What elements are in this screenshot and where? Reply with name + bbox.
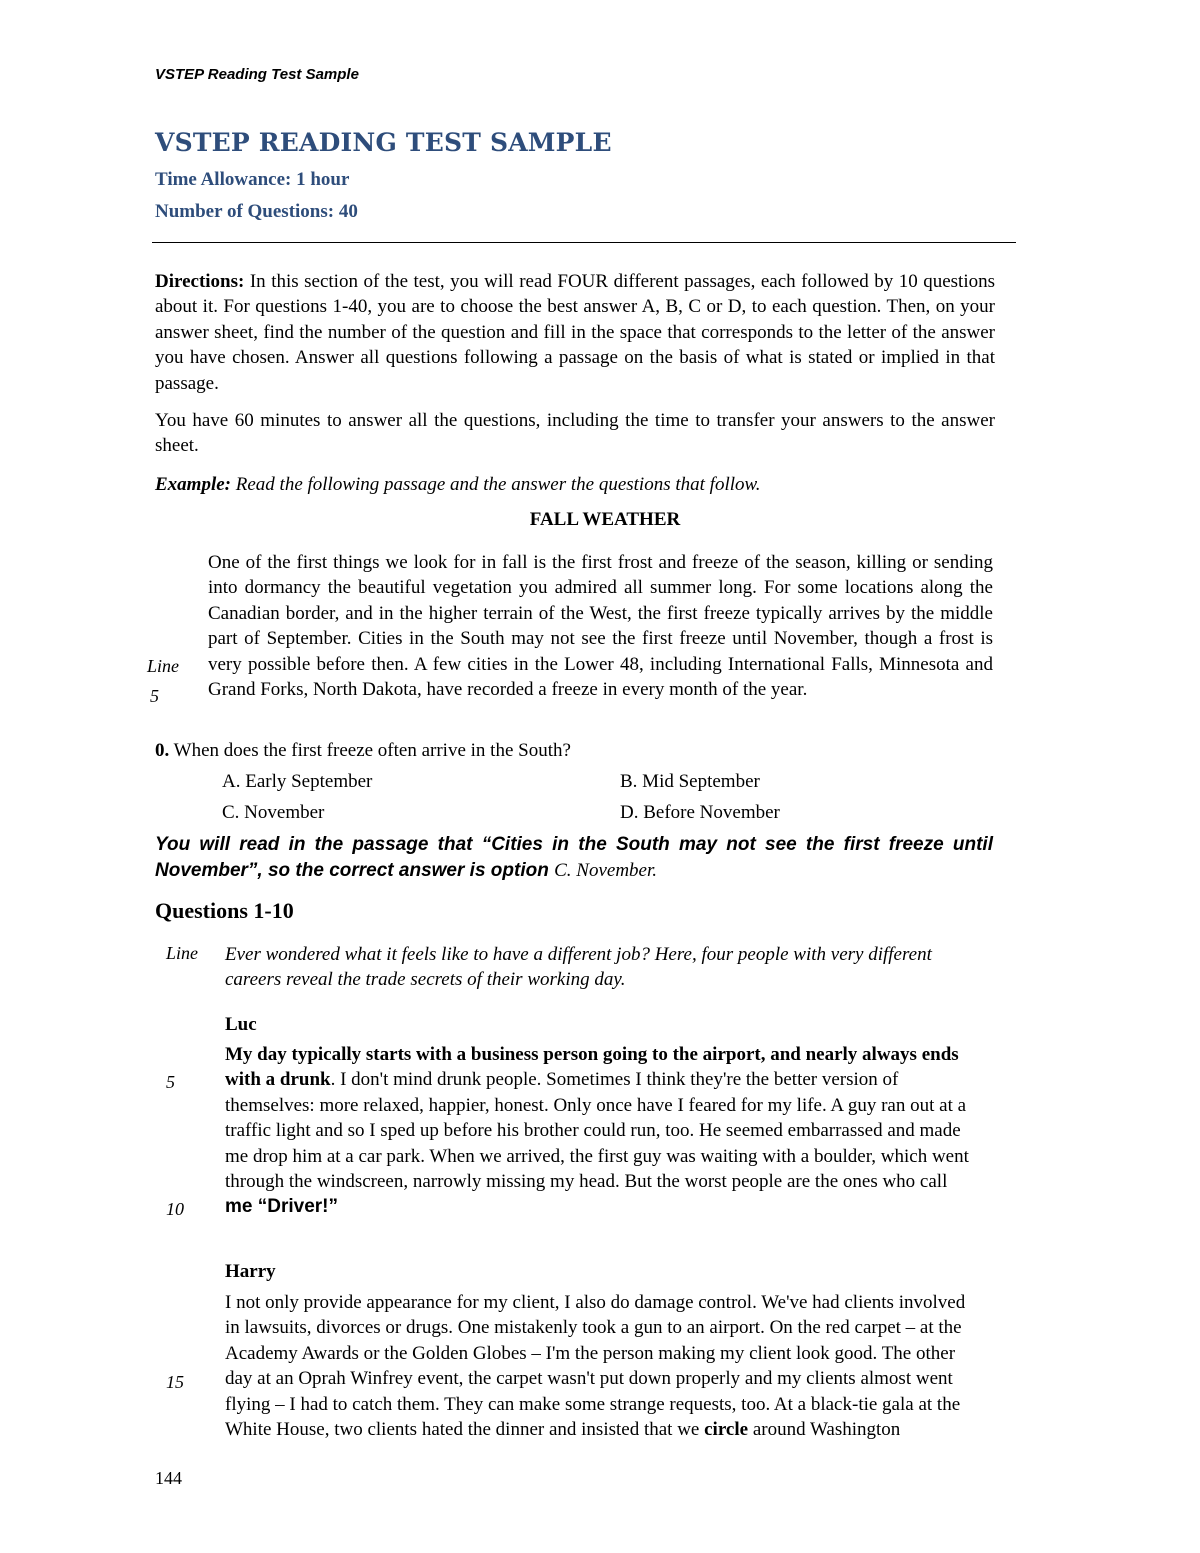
example-instruction — [155, 472, 995, 497]
luc-paragraph — [225, 1042, 975, 1220]
line-number: 5 — [150, 686, 159, 706]
line-label: Line — [147, 656, 180, 676]
question-text: When does the first freeze often arrive in the South? — [169, 740, 571, 761]
number-of-questions: Number of Questions: 40 — [155, 201, 358, 222]
explanation-text: You will read in the passage that “Cities in the South may not see the first freeze until November”, so the correct answer is option — [155, 834, 993, 881]
option-c: C. November — [222, 802, 325, 823]
option-a: A. Early September — [222, 771, 373, 792]
option-d: D. Before November — [620, 802, 780, 823]
example-label: Example: — [155, 474, 231, 495]
speaker-harry: Harry — [225, 1261, 276, 1282]
reading-line-number: 10 — [166, 1199, 184, 1219]
directions-paragraph — [155, 269, 995, 396]
harry-bold-word: circle — [704, 1419, 749, 1441]
passage-title: FALL WEATHER — [529, 509, 681, 530]
harry-text: I not only provide appearance for my client, I also do damage control. We've had clients involved in lawsuits, divorces or drugs. One mistakenly took a gun to an airport. On the red carpet – at the Academy Awards or the Golden Globes – I'm the person making my client look good. The other day at an Oprah Winfrey event, the carpet wasn't put down properly and my clients almost went flying – I had to catch them. They can make some strange requests, too. At a black-tie gala at the White House, two clients hated the dinner and insisted that we — [225, 1292, 966, 1441]
explanation-answer: C. November. — [554, 860, 658, 881]
example-explanation — [155, 832, 993, 884]
speaker-luc: Luc — [225, 1014, 257, 1035]
example-question — [155, 740, 571, 762]
example-passage: One of the first things we look for in fall is the first frost and freeze of the season, killing or sending into dormancy the beautiful vegetation you admired all summer long. For some locations along the Canadian border, and in the higher terrain of the West, the first freeze typically arrives by the middle part of September. Cities in the South may not see the first freeze until November, though a frost is very possible before then. A few cities in the Lower 48, including International Falls, Minnesota and Grand Forks, North Dakota, have recorded a freeze in every month of the year. — [208, 552, 993, 701]
reading-line-number: 15 — [166, 1372, 184, 1392]
directions-text: In this section of the test, you will read FOUR different passages, each followed by 10 questions about it. For questions 1-40, you are to choose the best answer A, B, C or D, to each question. Then, on your answer sheet, find the number of the question and fill in the space that corresponds to the letter of the answer you have chosen. Answer all questions following a passage on the basis of what is stated or implied in that passage. — [155, 271, 995, 394]
harry-paragraph — [225, 1290, 975, 1442]
reading-line-label: Line — [166, 943, 199, 963]
harry-text-end: around Washington — [748, 1419, 901, 1441]
page-number: 144 — [155, 1468, 182, 1488]
time-allowance: Time Allowance: 1 hour — [155, 169, 350, 190]
directions-label: Directions: — [155, 271, 245, 292]
time-note: You have 60 minutes to answer all the questions, including the time to transfer your answers to the answer sheet. — [155, 410, 995, 457]
luc-text: . I don't mind drunk people. Sometimes I think they're the better version of themselves: more relaxed, happier, honest. Only once have I feared for my life. A guy ran out at a traffic light and so I sped up before his brother could run, too. He seemed embarrassed and made me drop him at a car park. When we arrived, the first guy was waiting with a boulder, which went through the windscreen, narrowly missing my head. But the worst people are the ones who call — [225, 1069, 969, 1193]
example-text: Read the following passage and the answer the questions that follow. — [231, 474, 761, 495]
page-title: VSTEP READING TEST SAMPLE — [155, 128, 612, 157]
question-number: 0. — [155, 740, 170, 761]
running-header: VSTEP Reading Test Sample — [155, 66, 359, 83]
header-divider — [152, 242, 1016, 243]
reading-intro: Ever wondered what it feels like to have a different job? Here, four people with very different careers reveal the trade secrets of their working day. — [225, 944, 932, 991]
section-heading: Questions 1-10 — [155, 898, 294, 923]
option-b: B. Mid September — [620, 771, 760, 792]
luc-bold-start: My day typically starts with a business person going to the airport, and nearly always ends with a drunk — [225, 1044, 959, 1091]
luc-bold-end: me “Driver!” — [225, 1196, 338, 1218]
reading-line-number: 5 — [166, 1072, 175, 1092]
